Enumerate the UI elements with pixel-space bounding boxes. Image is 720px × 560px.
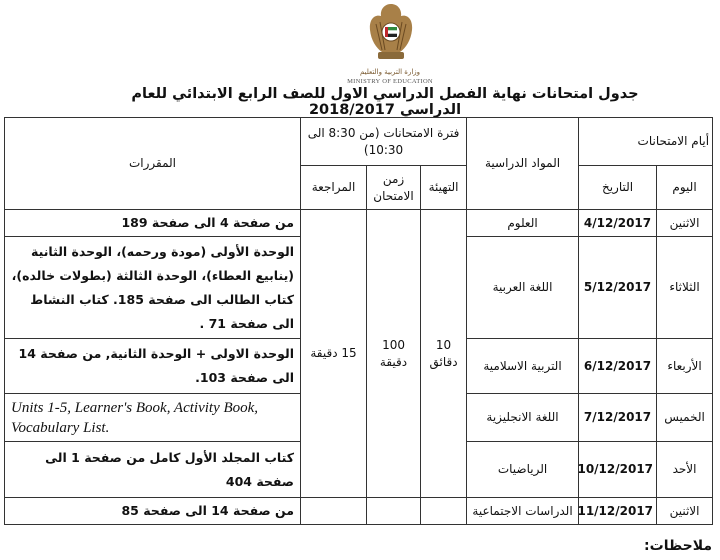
review-cell: 15 دقيقة [301, 210, 367, 498]
date-cell: 6/12/2017 [579, 339, 657, 394]
day-cell: الأربعاء [657, 339, 713, 394]
prep-header: التهيئة [421, 166, 467, 210]
date-cell: 4/12/2017 [579, 210, 657, 237]
syllabus-cell: Units 1-5, Learner's Book, Activity Book, Vocabulary List. [5, 394, 301, 442]
syllabus-header: المقررات [5, 118, 301, 210]
day-cell: الأحد [657, 442, 713, 498]
subject-cell: الدراسات الاجتماعية [467, 498, 579, 525]
day-cell: الاثنين [657, 210, 713, 237]
subject-cell: اللغة الانجليزية [467, 394, 579, 442]
table-row [5, 498, 713, 525]
exam-days-header: أيام الامتحانات [579, 118, 713, 166]
ministry-english: MINISTRY OF EDUCATION [347, 78, 433, 85]
prep-cell: 10 دقائق [421, 210, 467, 498]
date-cell: 11/12/2017 [579, 498, 657, 525]
syllabus-cell: كتاب المجلد الأول كامل من صفحة 1 الى صفحة 404 [5, 442, 301, 498]
subject-cell: اللغة العربية [467, 237, 579, 339]
subject-cell: الرياضيات [467, 442, 579, 498]
empty-cell [301, 498, 367, 525]
exam-schedule-table [4, 117, 713, 525]
subject-header: المواد الدراسية [467, 118, 579, 210]
ministry-arabic: وزارة التربية والتعليم [359, 68, 421, 76]
date-cell: 10/12/2017 [579, 442, 657, 498]
empty-cell [421, 498, 467, 525]
subject-cell: التربية الاسلامية [467, 339, 579, 394]
table-row [5, 210, 713, 237]
empty-cell [367, 498, 421, 525]
date-cell: 7/12/2017 [579, 394, 657, 442]
day-cell: الثلاثاء [657, 237, 713, 339]
header-row [5, 118, 713, 166]
day-cell: الاثنين [657, 498, 713, 525]
exam-time-cell: 100 دقيقة [367, 210, 421, 498]
page-title: جدول امتحانات نهاية الفصل الدراسي الاول للصف الرابع الابتدائي للعام الدراسي 2018/2017 [131, 86, 639, 118]
notes-label: ملاحظات: [644, 538, 712, 554]
syllabus-cell: من صفحة 4 الى صفحة 189 [5, 210, 301, 237]
day-header: اليوم [657, 166, 713, 210]
subject-cell: العلوم [467, 210, 579, 237]
uae-emblem-logo [366, 0, 416, 66]
syllabus-cell: من صفحة 14 الى صفحة 85 [5, 498, 301, 525]
syllabus-cell: الوحدة الأولى (مودة ورحمه)، الوحدة الثانية (ينابيع العطاء)، الوحدة الثالثة (بطولات خالده)، كتاب الطالب الى صفحة 185. كتاب النشاط الى صفحة 71 . [5, 237, 301, 339]
ministry-label [330, 68, 450, 86]
period-header: فترة الامتحانات (من 8:30 الى 10:30) [301, 118, 467, 166]
syllabus-cell: الوحدة الاولى + الوحدة الثانية, من صفحة 14 الى صفحة 103. [5, 339, 301, 394]
review-header: المراجعة [301, 166, 367, 210]
day-cell: الخميس [657, 394, 713, 442]
date-cell: 5/12/2017 [579, 237, 657, 339]
exam-time-header: زمن الامتحان [367, 166, 421, 210]
date-header: التاريخ [579, 166, 657, 210]
